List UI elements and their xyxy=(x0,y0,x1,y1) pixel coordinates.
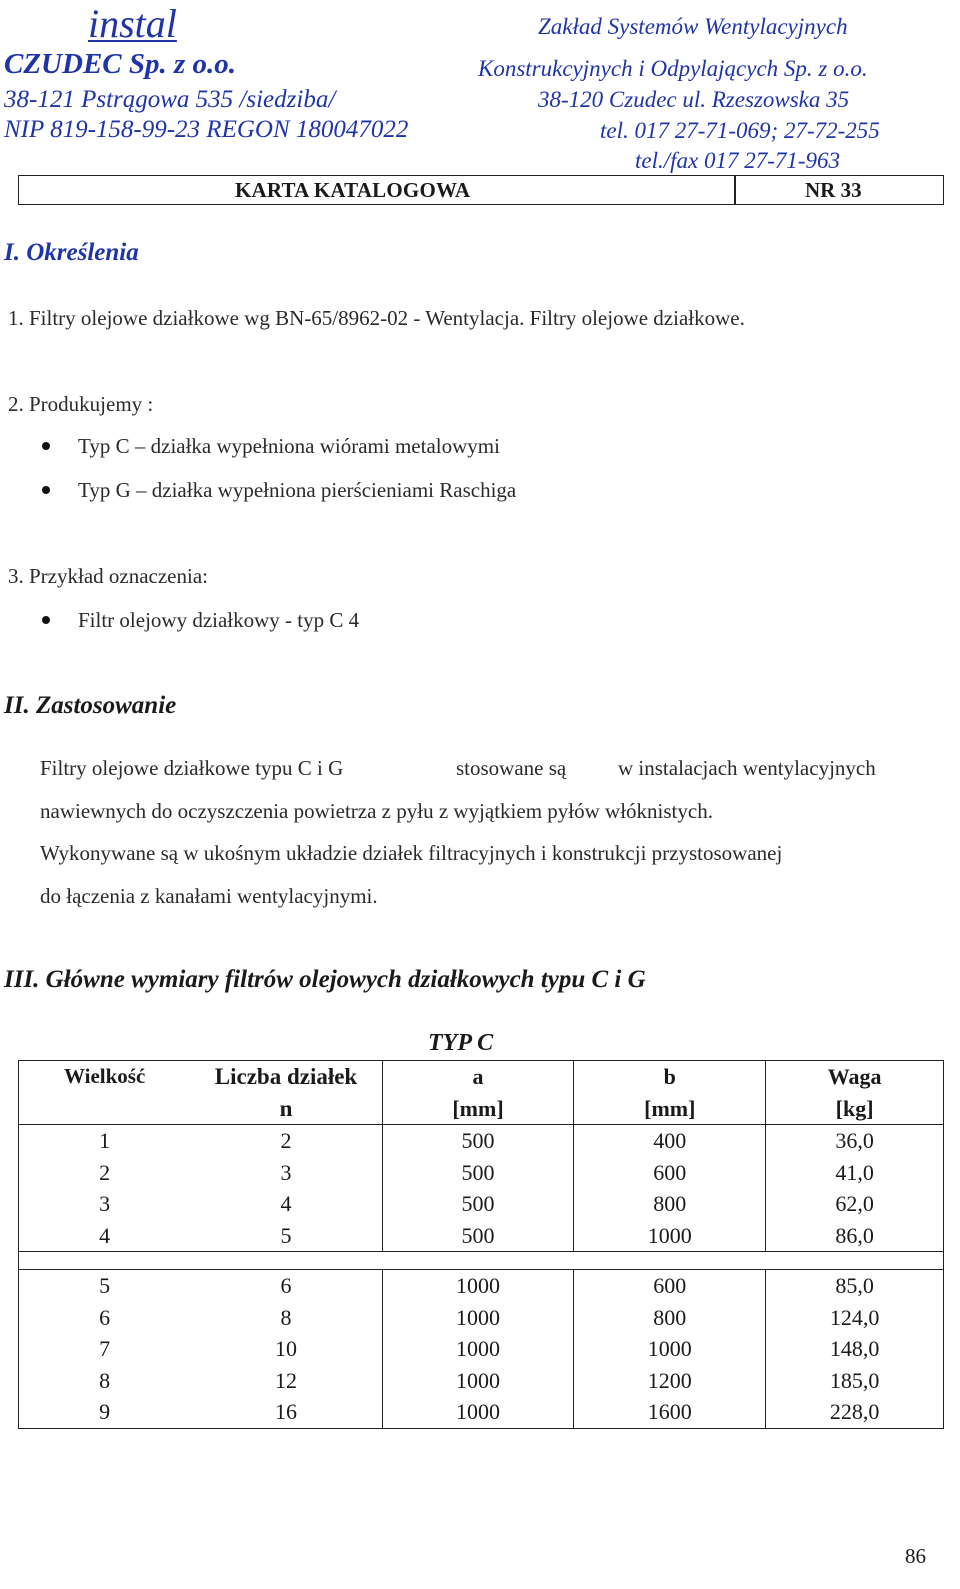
table-cell: 1000 xyxy=(382,1270,574,1302)
table-caption: TYP C xyxy=(428,1030,494,1056)
table-body-group-1 xyxy=(19,1125,944,1252)
section-3-title: III. Główne wymiary filtrów olejowych działkowych typu C i G xyxy=(4,966,646,993)
section-1-item-1: 1. Filtry olejowe działkowe wg BN-65/8962-02 - Wentylacja. Filtry olejowe działkowe. xyxy=(8,306,745,330)
section-2-title: II. Zastosowanie xyxy=(4,692,177,719)
catalog-card-number: NR 33 xyxy=(805,178,862,202)
table-cell: 1000 xyxy=(574,1220,766,1252)
table-cell: 10 xyxy=(274,1336,297,1361)
header-b-unit: [mm] xyxy=(574,1093,766,1125)
section-1-item-3: 3. Przykład oznaczenia: xyxy=(8,564,208,588)
page-number: 86 xyxy=(905,1544,926,1568)
header-a-unit: [mm] xyxy=(382,1093,574,1125)
table-cell: 62,0 xyxy=(766,1188,944,1220)
table-row xyxy=(19,1188,944,1220)
header-right-line2: Konstrukcyjnych i Odpylających Sp. z o.o. xyxy=(478,56,868,81)
table-cell: 8 xyxy=(19,1365,191,1397)
table-header-row xyxy=(19,1061,944,1093)
table-row xyxy=(19,1333,944,1365)
table-cell: 7 xyxy=(19,1333,191,1365)
table-cell: 8 xyxy=(280,1304,292,1330)
bullet-icon xyxy=(42,616,50,624)
table-spacer-row xyxy=(19,1252,944,1270)
table-row xyxy=(19,1365,944,1397)
table-cell: 86,0 xyxy=(766,1220,944,1252)
table-cell: 500 xyxy=(382,1157,574,1189)
bullet-icon xyxy=(42,442,50,450)
header-right-line4: tel. 017 27-71-069; 27-72-255 xyxy=(600,118,880,143)
table-cell: 800 xyxy=(574,1302,766,1334)
table-cell: 1000 xyxy=(382,1396,574,1428)
header-weight-unit: [kg] xyxy=(766,1093,944,1125)
table-cell: 5 xyxy=(19,1270,191,1302)
table-cell: 500 xyxy=(382,1188,574,1220)
header-a: a xyxy=(382,1061,574,1093)
company-address: 38-121 Pstrągowa 535 /siedziba/ xyxy=(4,86,336,113)
table-cell: 4 xyxy=(280,1191,292,1216)
company-logo: instal xyxy=(88,1,177,46)
header-count-symbol: n xyxy=(279,1095,293,1121)
table-cell: 6 xyxy=(19,1302,191,1334)
catalog-card-header xyxy=(18,175,944,205)
table-cell: 2 xyxy=(280,1128,292,1153)
header-b: b xyxy=(574,1061,766,1093)
header-right-line3: 38-120 Czudec ul. Rzeszowska 35 xyxy=(538,87,850,112)
section-2-line-1c: w instalacjach wentylacyjnych xyxy=(618,756,876,780)
section-1-bullet-2: Typ G – działka wypełniona pierścieniami Raschiga xyxy=(78,478,517,502)
header-right-line1: Zakład Systemów Wentylacyjnych xyxy=(538,14,848,39)
section-1-item-2: 2. Produkujemy : xyxy=(8,392,154,416)
table-cell: 600 xyxy=(574,1270,766,1302)
table-row xyxy=(19,1220,944,1252)
table-cell: 1000 xyxy=(382,1302,574,1334)
table-cell: 500 xyxy=(382,1220,574,1252)
table-cell: 1600 xyxy=(574,1396,766,1428)
table-cell: 1000 xyxy=(382,1365,574,1397)
dimensions-table xyxy=(18,1060,944,1429)
header-weight: Waga xyxy=(766,1061,944,1093)
catalog-card-label: KARTA KATALOGOWA xyxy=(235,178,471,202)
table-cell: 1 xyxy=(19,1125,191,1157)
section-2-line-2: nawiewnych do oczyszczenia powietrza z pyłu z wyjątkiem pyłów włóknistych. xyxy=(40,799,713,823)
section-1-bullet-1: Typ C – działka wypełniona wiórami metalowymi xyxy=(78,434,500,458)
table-cell: 1000 xyxy=(382,1333,574,1365)
table-cell: 12 xyxy=(274,1367,297,1393)
table-cell: 1200 xyxy=(574,1365,766,1397)
table-cell: 800 xyxy=(574,1188,766,1220)
table-cell: 85,0 xyxy=(766,1270,944,1302)
table-cell: 41,0 xyxy=(766,1157,944,1189)
table-cell: 500 xyxy=(382,1125,574,1157)
table-cell: 148,0 xyxy=(766,1333,944,1365)
section-2-line-1b: stosowane są xyxy=(456,756,567,780)
section-2-line-4: do łączenia z kanałami wentylacyjnymi. xyxy=(40,884,378,908)
section-2-line-1a: Filtry olejowe działkowe typu C i G xyxy=(40,756,344,780)
header-size: Wielkość xyxy=(19,1061,191,1093)
table-row xyxy=(19,1270,944,1302)
table-cell: 3 xyxy=(19,1188,191,1220)
table-cell: 1000 xyxy=(574,1333,766,1365)
table-cell: 3 xyxy=(280,1159,292,1185)
table-cell: 6 xyxy=(280,1273,292,1298)
table-cell: 600 xyxy=(574,1157,766,1189)
table-header-units-row xyxy=(19,1093,944,1125)
catalog-card-divider xyxy=(734,176,736,204)
table-cell: 16 xyxy=(190,1396,382,1428)
table-row xyxy=(19,1157,944,1189)
table-cell: 124,0 xyxy=(766,1302,944,1334)
section-2-line-3: Wykonywane są w ukośnym układzie działek filtracyjnych i konstrukcji przystosowanej xyxy=(40,841,783,865)
header-size-empty xyxy=(19,1093,191,1125)
table-cell: 400 xyxy=(574,1125,766,1157)
section-1-bullet-3: Filtr olejowy działkowy - typ C 4 xyxy=(78,608,360,632)
table-cell: 9 xyxy=(19,1396,191,1428)
header-right-line5: tel./fax 017 27-71-963 xyxy=(635,148,841,173)
company-name: CZUDEC Sp. z o.o. xyxy=(4,48,237,80)
header-count: Liczba działek xyxy=(190,1061,382,1093)
table-row xyxy=(19,1396,944,1428)
table-cell: 4 xyxy=(19,1220,191,1252)
section-1-title: I. Określenia xyxy=(4,239,139,266)
table-cell: 185,0 xyxy=(766,1365,944,1397)
table-cell: 36,0 xyxy=(766,1125,944,1157)
table-cell: 5 xyxy=(280,1222,292,1248)
table-cell: 228,0 xyxy=(766,1396,944,1428)
table-cell: 2 xyxy=(19,1157,191,1189)
table-body-group-2 xyxy=(19,1270,944,1429)
company-nip-regon: NIP 819-158-99-23 REGON 180047022 xyxy=(4,116,409,143)
table-row xyxy=(19,1125,944,1157)
table-row xyxy=(19,1302,944,1334)
bullet-icon xyxy=(42,486,50,494)
